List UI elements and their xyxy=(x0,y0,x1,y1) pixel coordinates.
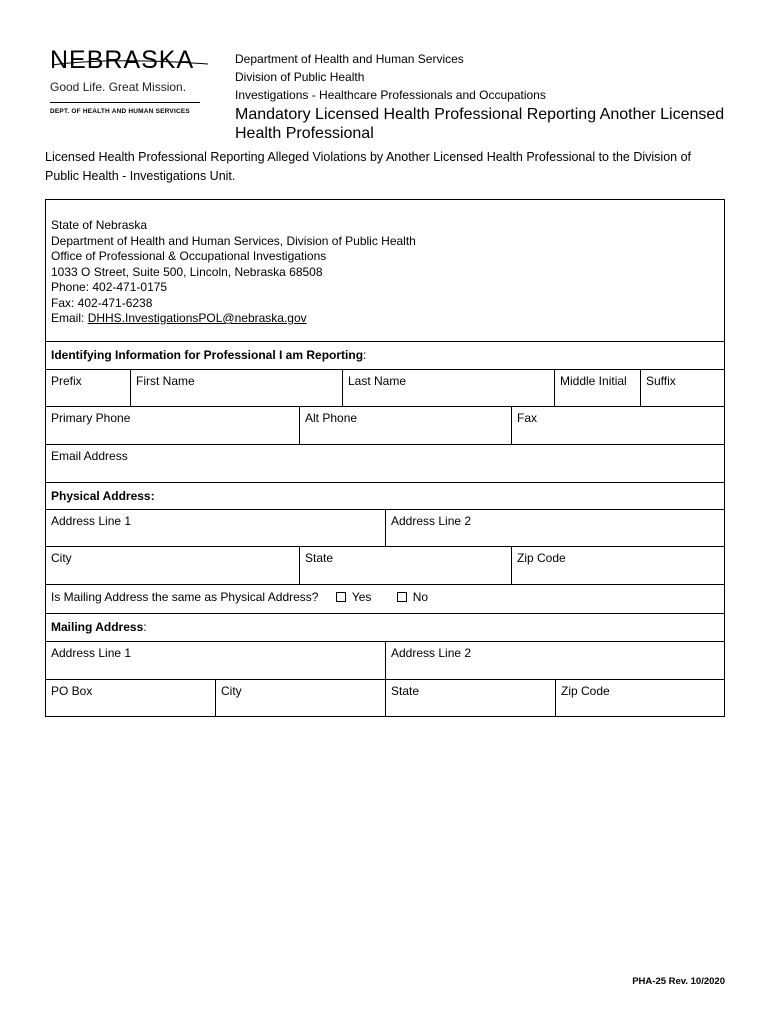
contact-email-line xyxy=(51,311,719,327)
header-unit: Investigations - Healthcare Professionals and Occupations xyxy=(235,88,546,102)
contact-email-link[interactable]: DHHS.InvestigationsPOL@nebraska.gov xyxy=(87,311,307,325)
mailing-city-row xyxy=(46,680,724,716)
report-form xyxy=(45,199,725,717)
email-address-field[interactable]: Email Address xyxy=(51,449,128,463)
intro-text: Licensed Health Professional Reporting Alleged Violations by Another Licensed Health Professional to the Division of Public Health - Investigations Unit. xyxy=(45,150,691,183)
identifying-heading xyxy=(46,342,371,369)
physical-address-line2-field[interactable]: Address Line 2 xyxy=(391,514,472,528)
same-address-row xyxy=(46,585,724,614)
header-division: Division of Public Health xyxy=(235,70,365,84)
physical-address-heading: Physical Address: xyxy=(51,489,155,503)
logo-swoosh-icon xyxy=(50,56,210,70)
mailing-heading-text: Mailing Address xyxy=(51,620,144,634)
suffix-field[interactable]: Suffix xyxy=(646,374,676,388)
identifying-heading-text: Identifying Information for Professional I am Reporting xyxy=(51,348,364,362)
yes-checkbox[interactable] xyxy=(336,592,346,602)
contact-state: State of Nebraska xyxy=(51,218,148,232)
contact-address: 1033 O Street, Suite 500, Lincoln, Nebraska 68508 xyxy=(51,264,323,279)
mailing-state-field[interactable]: State xyxy=(386,680,556,716)
logo-wordmark-text: NEBRASKA xyxy=(50,46,195,74)
same-address-question xyxy=(46,585,724,613)
primary-phone-field[interactable]: Primary Phone xyxy=(46,407,300,444)
alt-phone-field[interactable]: Alt Phone xyxy=(300,407,512,444)
contact-email-label: Email: xyxy=(51,311,85,325)
po-box-field[interactable]: PO Box xyxy=(46,680,216,716)
physical-address-line1-field[interactable]: Address Line 1 xyxy=(46,510,386,546)
mailing-address-line1-field[interactable]: Address Line 1 xyxy=(46,642,386,679)
same-address-yes-option[interactable] xyxy=(336,590,372,604)
identifying-heading-row xyxy=(46,342,724,370)
yes-label: Yes xyxy=(351,590,372,604)
physical-address-row xyxy=(46,510,724,547)
last-name-field[interactable]: Last Name xyxy=(343,370,555,406)
mailing-address-line2-field[interactable]: Address Line 2 xyxy=(391,646,472,660)
mailing-city-field[interactable]: City xyxy=(216,680,386,716)
mailing-heading-row xyxy=(46,614,724,642)
logo-department: DEPT. OF HEALTH AND HUMAN SERVICES xyxy=(50,108,190,115)
contact-office: Office of Professional & Occupational Investigations xyxy=(51,249,327,263)
contact-block xyxy=(46,200,724,342)
form-revision: PHA-25 Rev. 10/2020 xyxy=(632,976,725,987)
no-checkbox[interactable] xyxy=(397,592,407,602)
name-row xyxy=(46,370,724,407)
fax-field[interactable]: Fax xyxy=(517,411,538,425)
physical-city-row xyxy=(46,547,724,585)
physical-state-field[interactable]: State xyxy=(300,547,512,584)
mailing-heading-colon: : xyxy=(143,620,147,634)
email-row xyxy=(46,445,724,483)
logo-divider xyxy=(50,102,200,103)
same-address-no-option[interactable] xyxy=(397,590,428,604)
contact-phone: Phone: 402-471-0175 xyxy=(51,280,168,294)
first-name-field[interactable]: First Name xyxy=(131,370,343,406)
middle-initial-field[interactable]: Middle Initial xyxy=(555,370,641,406)
header-department: Department of Health and Human Services xyxy=(235,52,464,66)
form-header xyxy=(235,50,725,143)
contact-fax: Fax: 402-471-6238 xyxy=(51,295,153,310)
physical-city-field[interactable]: City xyxy=(46,547,300,584)
logo-wordmark xyxy=(50,46,220,74)
identifying-heading-colon: : xyxy=(363,348,367,362)
same-address-label: Is Mailing Address the same as Physical Address? xyxy=(51,590,319,604)
mailing-zip-field[interactable]: Zip Code xyxy=(561,684,610,698)
nebraska-logo xyxy=(50,46,220,115)
no-label: No xyxy=(412,590,429,604)
prefix-field[interactable]: Prefix xyxy=(46,370,131,406)
mailing-address-row xyxy=(46,642,724,680)
logo-tagline: Good Life. Great Mission. xyxy=(50,80,187,94)
contact-dept: Department of Health and Human Services, Division of Public Health xyxy=(51,233,416,248)
mailing-address-heading xyxy=(46,614,152,641)
form-title: Mandatory Licensed Health Professional Reporting Another Licensed Health Professional xyxy=(235,106,725,142)
phone-row xyxy=(46,407,724,445)
physical-zip-field[interactable]: Zip Code xyxy=(517,551,566,565)
physical-heading-row xyxy=(46,483,724,510)
